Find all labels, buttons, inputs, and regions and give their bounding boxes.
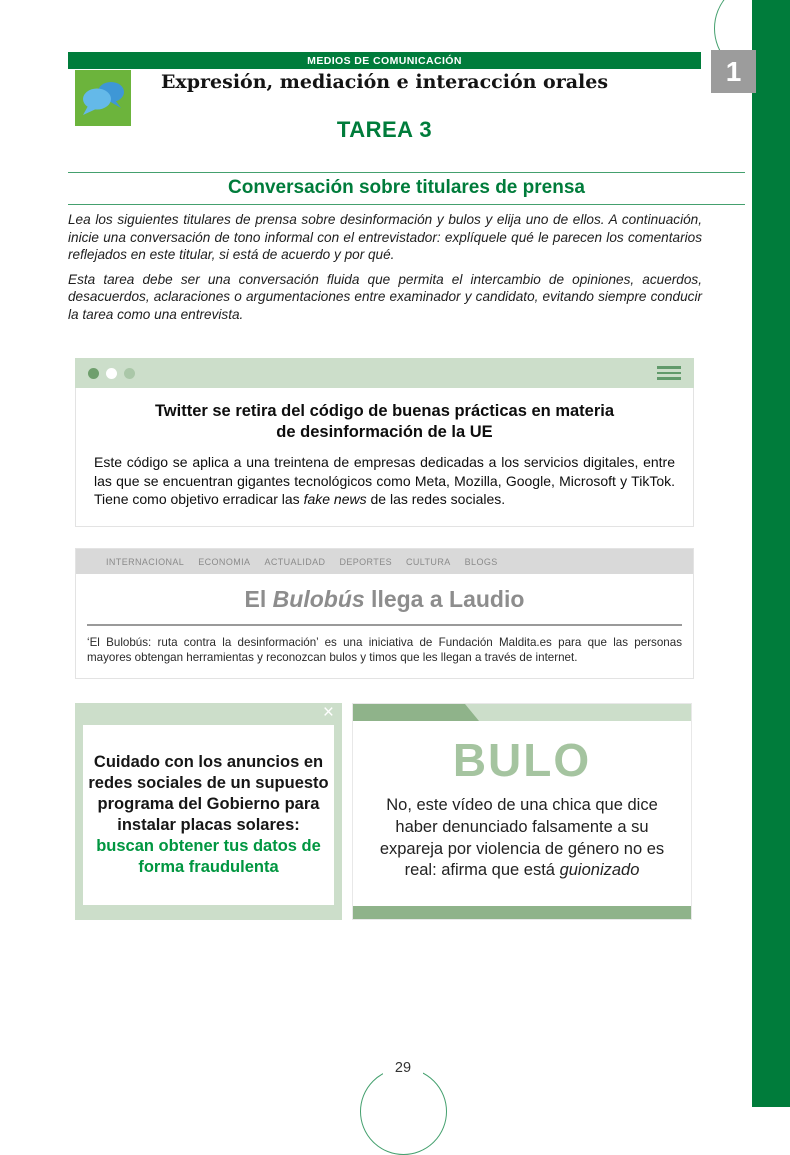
task-heading: Conversación sobre titulares de prensa bbox=[228, 177, 585, 198]
popup-headline bbox=[88, 752, 329, 879]
rule-bottom bbox=[68, 204, 745, 205]
section-tab bbox=[711, 50, 756, 93]
news-body: ‘El Bulobús: ruta contra la desinformación’ es una iniciativa de Fundación Maldita.es para que las personas mayores obtengan herramientas y reconozcan bulos y timos que les llegan a través de internet. bbox=[87, 636, 682, 665]
page-number-circle bbox=[360, 1068, 447, 1155]
body-text: de las redes sociales. bbox=[366, 491, 506, 508]
newspaper-nav bbox=[76, 549, 693, 574]
window-dot-icon bbox=[106, 368, 117, 379]
nav-item-cultura[interactable]: CULTURA bbox=[406, 556, 451, 567]
popup-content bbox=[83, 725, 334, 905]
page-title: Expresión, mediación e interacción orales bbox=[160, 71, 609, 93]
instructions bbox=[68, 211, 702, 324]
headline-text: Cuidado con los anuncios en redes sociales de un supuesto programa del Gobierno para instalar placas solares: bbox=[88, 752, 329, 834]
page-number: 29 bbox=[383, 1060, 423, 1076]
news-headline: Twitter se retira del código de buenas prácticas en materia de desinformación de la UE bbox=[154, 402, 615, 441]
body-text: Este código se aplica a una treintena de empresas dedicadas a los servicios digitales, entre las que se encuentran gigantes tecnológicos como Meta, Mozilla, Google, Microsoft y TikTok. Tiene como objetivo erradicar las bbox=[94, 454, 675, 508]
headline-card-popup bbox=[75, 703, 342, 920]
headline-text: El bbox=[244, 586, 273, 612]
nav-item-blogs[interactable]: BLOGS bbox=[464, 556, 498, 567]
bulo-body bbox=[353, 787, 691, 882]
browser-content bbox=[75, 388, 694, 527]
nav-item-internacional[interactable]: INTERNACIONAL bbox=[106, 556, 185, 567]
body-text-italic: guionizado bbox=[559, 861, 640, 880]
window-dot-icon bbox=[88, 368, 99, 379]
section-tab-number: 1 bbox=[725, 55, 742, 87]
instruction-paragraph: Esta tarea debe ser una conversación fluida que permita el intercambio de opiniones, acuerdos, desacuerdos, aclaraciones o argumentaciones entre examinador y candidato, evitando siempre conducir la tarea como una entrevista. bbox=[68, 271, 702, 322]
category-banner bbox=[68, 52, 701, 69]
popup-titlebar bbox=[75, 703, 342, 725]
headline-card-browser bbox=[75, 358, 694, 527]
nav-item-deportes[interactable]: DEPORTES bbox=[339, 556, 392, 567]
task-number-heading: TAREA 3 bbox=[336, 117, 433, 142]
page-edge-bar bbox=[752, 0, 790, 1107]
close-icon[interactable]: × bbox=[322, 702, 334, 723]
bulo-title: BULO bbox=[452, 734, 592, 786]
nav-item-actualidad[interactable]: ACTUALIDAD bbox=[264, 556, 326, 567]
hamburger-menu-icon[interactable] bbox=[657, 366, 681, 380]
body-text: No, este vídeo de una chica que dice haber denunciado falsamente a su expareja por violencia de género no es real: afirma que está bbox=[379, 796, 665, 880]
headline-card-bulo bbox=[352, 703, 692, 920]
nav-item-economia[interactable]: ECONOMIA bbox=[198, 556, 251, 567]
news-headline bbox=[76, 586, 693, 613]
instruction-paragraph: Lea los siguientes titulares de prensa sobre desinformación y bulos y elija uno de ellos. A continuación, inicie una conversación de tono informal con el entrevistador: explíquele qué le parecen los comentarios reflejados en este titular, si está de acuerdo y por qué. bbox=[68, 212, 702, 263]
headline-text-italic: Bulobús bbox=[272, 586, 365, 612]
headline-text-green: buscan obtener tus datos de forma fraudulenta bbox=[96, 837, 321, 877]
bulo-header-stripe-dark bbox=[353, 704, 479, 721]
bulo-header-stripe bbox=[353, 704, 691, 721]
browser-titlebar bbox=[75, 358, 694, 388]
bulo-footer-stripe bbox=[353, 906, 691, 919]
headline-text: llega a Laudio bbox=[364, 586, 525, 612]
headline-card-newspaper bbox=[75, 548, 694, 679]
category-label: MEDIOS DE COMUNICACIÓN bbox=[307, 54, 462, 67]
news-body bbox=[94, 453, 675, 509]
task-heading-block bbox=[68, 172, 745, 205]
window-dot-icon bbox=[124, 368, 135, 379]
body-text-italic: fake news bbox=[303, 491, 367, 508]
